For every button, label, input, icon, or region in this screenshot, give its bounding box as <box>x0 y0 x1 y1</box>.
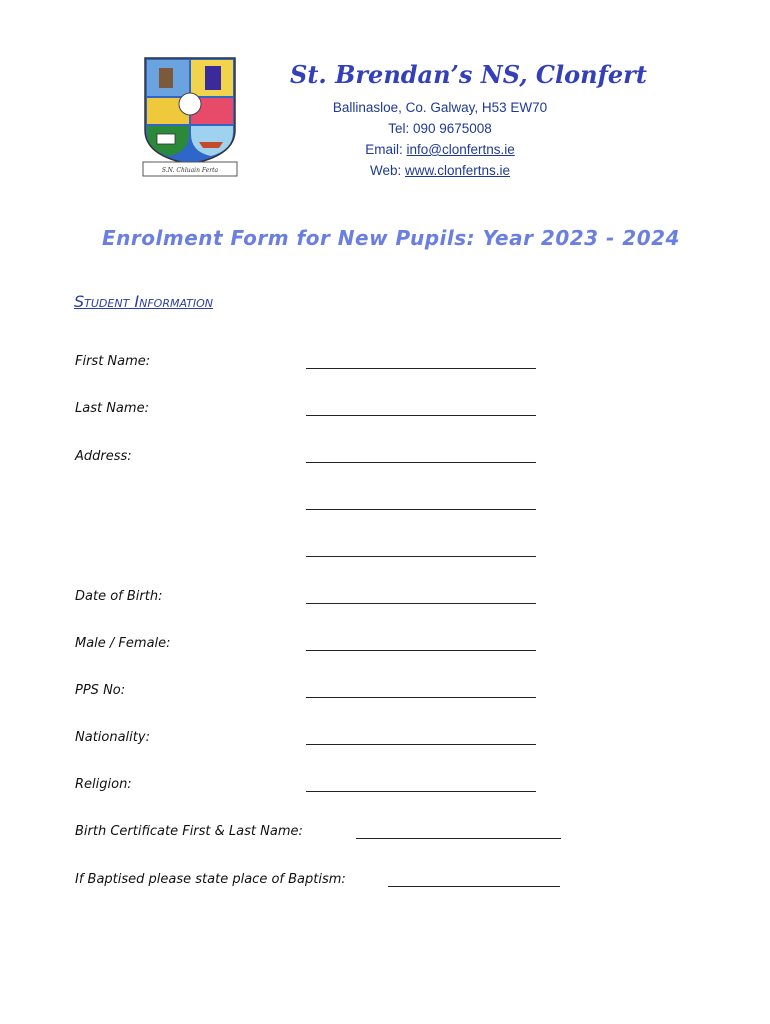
svg-text:S.N. Chluain Ferta: S.N. Chluain Ferta <box>161 167 219 174</box>
baptism-field[interactable] <box>388 886 560 887</box>
school-web <box>300 163 580 178</box>
religion-label: Religion: <box>75 777 132 792</box>
first-name-label: First Name: <box>75 354 151 369</box>
school-phone: Tel: 090 9675008 <box>388 121 492 136</box>
email-label: Email: <box>365 142 407 157</box>
gender-label: Male / Female: <box>75 636 171 651</box>
dob-field[interactable] <box>306 603 536 604</box>
address-label: Address: <box>75 449 132 464</box>
last-name-field[interactable] <box>306 415 536 416</box>
pps-label: PPS No: <box>75 683 126 698</box>
religion-field[interactable] <box>306 791 536 792</box>
last-name-label: Last Name: <box>75 401 149 416</box>
baptism-label: If Baptised please state place of Baptism: <box>75 872 346 887</box>
school-address: Ballinasloe, Co. Galway, H53 EW70 <box>332 100 548 115</box>
email-link[interactable]: info@clonfertns.ie <box>406 142 515 157</box>
address-field-line-1[interactable] <box>306 462 536 463</box>
web-label: Web: <box>369 163 405 178</box>
birth-cert-field[interactable] <box>356 838 561 839</box>
first-name-field[interactable] <box>306 368 536 369</box>
nationality-label: Nationality: <box>75 730 150 745</box>
birth-cert-label: Birth Certificate First & Last Name: <box>75 824 303 839</box>
nationality-field[interactable] <box>306 744 536 745</box>
dob-label: Date of Birth: <box>75 589 163 604</box>
school-email <box>300 142 580 157</box>
form-title: Enrolment Form for New Pupils: Year 2023 - 2024 <box>102 226 680 250</box>
pps-field[interactable] <box>306 697 536 698</box>
address-field-line-2[interactable] <box>306 509 536 510</box>
school-crest-logo <box>139 52 241 180</box>
gender-field[interactable] <box>306 650 536 651</box>
section-title: Student Information <box>74 292 214 311</box>
school-name: St. Brendan’s NS, Clonfert <box>290 60 647 89</box>
web-link[interactable]: www.clonfertns.ie <box>404 163 511 178</box>
address-field-line-3[interactable] <box>306 556 536 557</box>
